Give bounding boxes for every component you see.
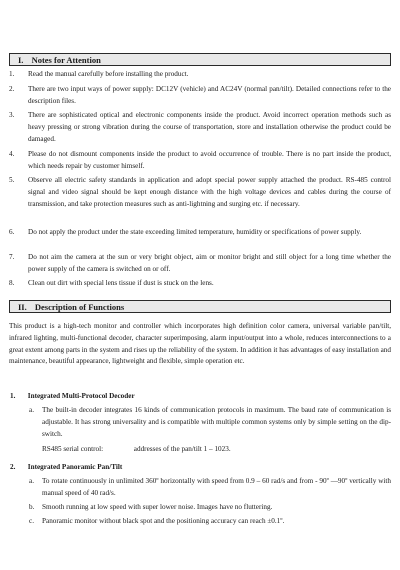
item-letter: a. bbox=[29, 477, 34, 485]
note-item-1 bbox=[9, 69, 391, 81]
item-text: Do not aim the camera at the sun or very bright object, aim or monitor bright and still object for a long time whether the power supply of the camera is switched on or off. bbox=[28, 253, 391, 273]
note-item-3 bbox=[9, 110, 391, 145]
item-text: Smooth running at low speed with super lower noise. Images have no fluttering. bbox=[42, 503, 273, 511]
section-header-notes bbox=[9, 53, 391, 66]
note-item-5 bbox=[9, 175, 391, 210]
note-item-8 bbox=[9, 278, 391, 290]
section-number: I. bbox=[18, 55, 24, 65]
section-title: Notes for Attention bbox=[31, 55, 101, 65]
item-text: There are two input ways of power supply: DC12V (vehicle) and AC24V (normal pan/tilt). Detailed connections refer to the description files. bbox=[28, 85, 391, 105]
rs485-value: addresses of the pan/tilt 1 – 1023. bbox=[133, 445, 231, 453]
item-number: 5. bbox=[9, 176, 15, 184]
item-number: 7. bbox=[9, 253, 15, 261]
pan-tilt-item-b bbox=[29, 502, 391, 514]
item-number: 2. bbox=[9, 85, 15, 93]
item-text: To rotate continuously in unlimited 360º horizontally with speed from 0.9 – 60 rad/s and from - 90º —90º vertically with manual speed of 40 rad/s. bbox=[42, 477, 391, 497]
subsection-title: Integrated Multi-Protocol Decoder bbox=[27, 392, 135, 400]
functions-intro: This product is a high-tech monitor and controller which incorporates high definition color camera, universal variable pan/tilt, infrared lighting, multi-functional decoder, character superimposing, alarm input/output into a whole, reduces interconnections to a great extent among parts in the system and rises up the reliability of the system. In addition it has advantages of easy installation and maintenance, beautiful appearance, lightweight and flexible, simple operation etc. bbox=[9, 322, 391, 366]
item-text: The built-in decoder integrates 16 kinds of communication protocols in maximum. The baud rate of communication is adjustable. It has strong universality and is compatible with multiple common systems only by simple setting on the dip-switch. bbox=[42, 406, 391, 438]
item-letter: a. bbox=[29, 406, 34, 414]
section-title: Description of Functions bbox=[34, 302, 125, 312]
note-item-6 bbox=[9, 227, 391, 239]
item-text: Read the manual carefully before installing the product. bbox=[28, 70, 189, 78]
rs485-label: RS485 serial control: bbox=[42, 445, 104, 453]
item-number: 3. bbox=[9, 111, 15, 119]
subsection-number: 1. bbox=[10, 392, 16, 400]
subsection-title: Integrated Panoramic Pan/Tilt bbox=[27, 463, 123, 471]
item-text: Clean out dirt with special lens tissue if dust is stuck on the lens. bbox=[28, 279, 214, 287]
pan-tilt-item-c bbox=[29, 516, 391, 528]
note-item-2 bbox=[9, 84, 391, 108]
subsection-heading-decoder bbox=[9, 391, 391, 403]
subsection-number: 2. bbox=[10, 463, 16, 471]
pan-tilt-item-a bbox=[29, 476, 391, 500]
item-text: Please do not dismount components inside the product to avoid occurrence of trouble. There is no part inside the product, which needs repair by customer himself. bbox=[28, 150, 391, 170]
item-text: Panoramic monitor without black spot and the positioning accuracy can reach ±0.1º. bbox=[42, 517, 285, 525]
note-item-4 bbox=[9, 149, 391, 173]
decoder-item-a bbox=[29, 405, 391, 440]
item-number: 6. bbox=[9, 228, 15, 236]
rs485-note bbox=[42, 444, 391, 456]
section-number: II. bbox=[18, 302, 27, 312]
item-text: Observe all electric safety standards in application and adopt special power supply attached the product. RS-485 control signal and video signal should be kept enough distance with the high voltage devices and cables during the course of transmission, and take protection measures such as anti-lightning and surging etc. if necessary. bbox=[28, 176, 391, 208]
item-letter: b. bbox=[29, 503, 35, 511]
item-text: Do not apply the product under the state exceeding limited temperature, humidity or specifications of power supply. bbox=[28, 228, 362, 236]
item-number: 8. bbox=[9, 279, 15, 287]
item-letter: c. bbox=[29, 517, 34, 525]
note-item-7 bbox=[9, 252, 391, 276]
item-number: 4. bbox=[9, 150, 15, 158]
section-header-functions bbox=[9, 300, 391, 313]
item-number: 1. bbox=[9, 70, 15, 78]
subsection-heading-pan-tilt bbox=[9, 462, 391, 474]
item-text: There are sophisticated optical and electronic components inside the product. Avoid incorrect operation methods such as heavy pressing or strong vibration during the course of transportation, store and installation otherwise the product could be damaged. bbox=[28, 111, 391, 143]
